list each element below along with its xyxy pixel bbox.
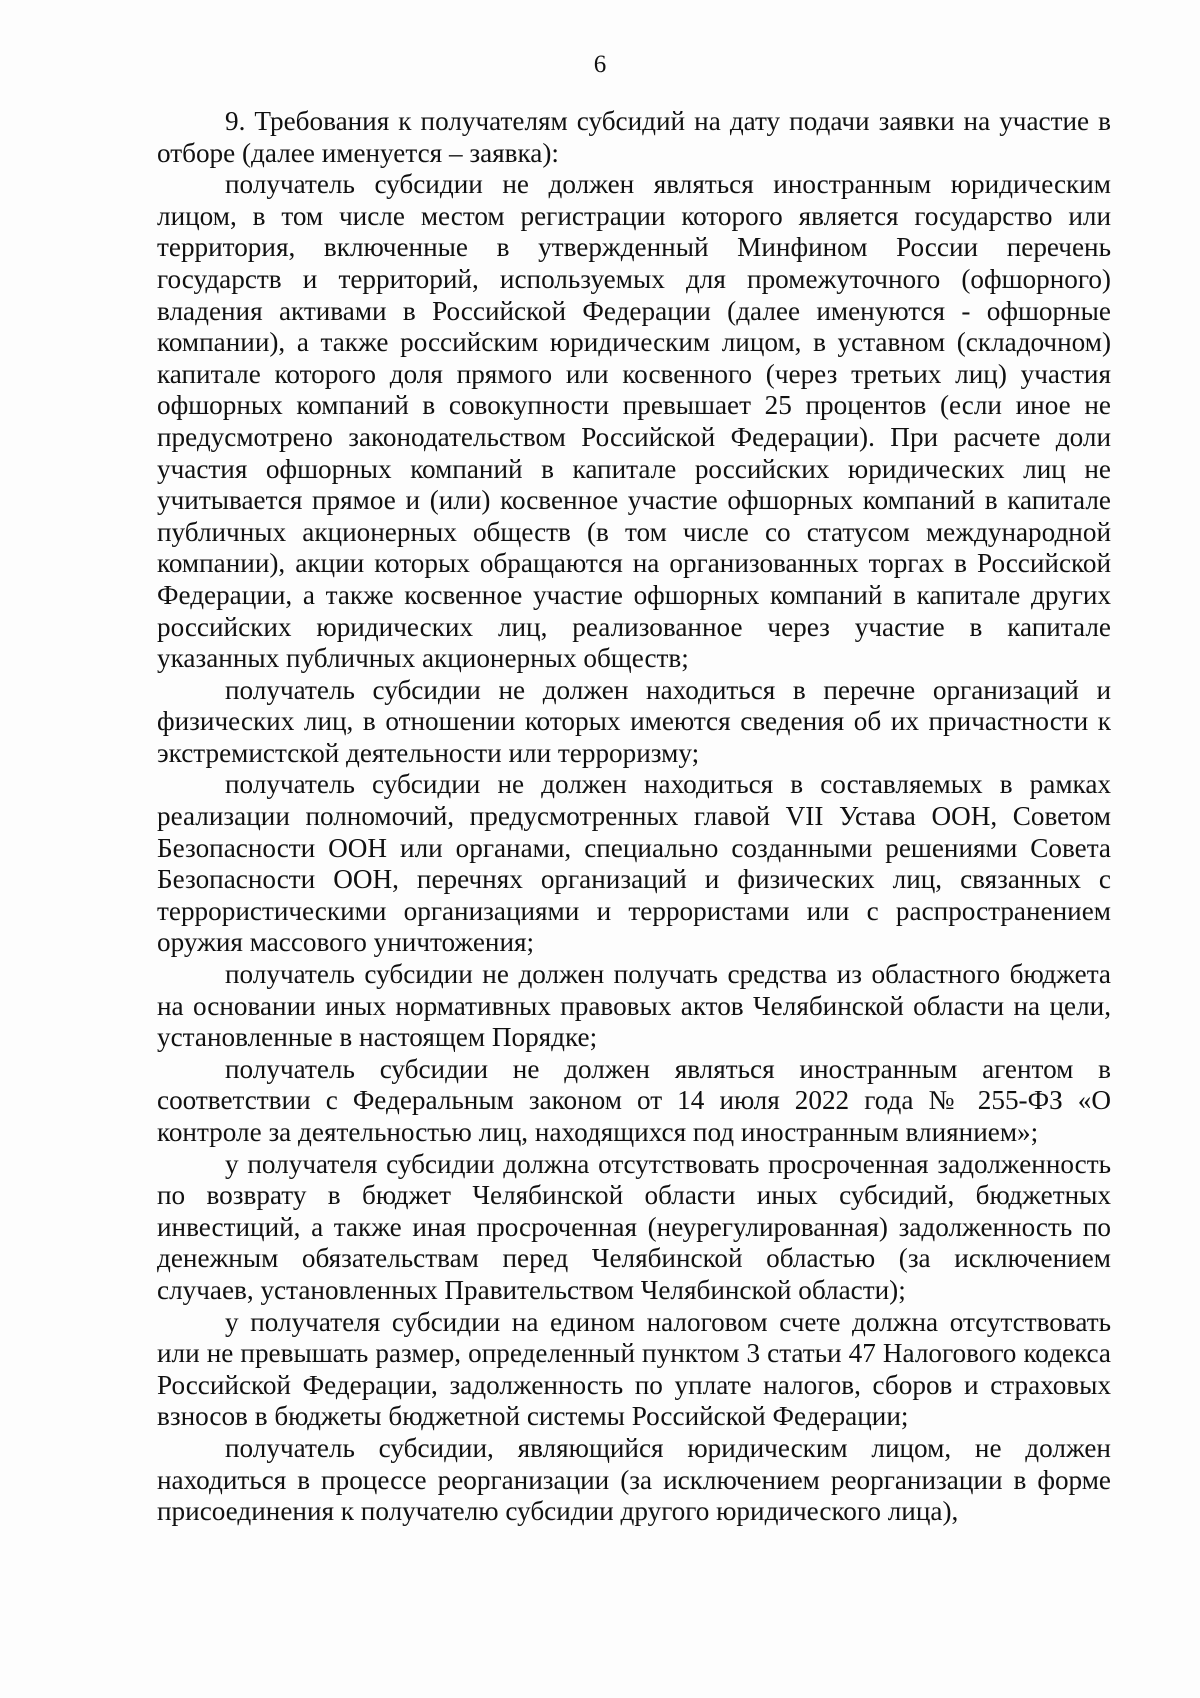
document-body [157, 106, 1111, 1528]
paragraph-reorganization: получатель субсидии, являющийся юридическим лицом, не должен находиться в процессе реорганизации (за исключением реорганизации в форме присоединения к получателю субсидии другого юридического лица), [157, 1432, 1111, 1527]
paragraph-requirements-heading: 9. Требования к получателям субсидий на дату подачи заявки на участие в отборе (далее именуется – заявка): [157, 106, 1111, 168]
paragraph-foreign-agent: получатель субсидии не должен являться иностранным агентом в соответствии с Федеральным законом от 14 июля 2022 года № 255-ФЗ «О контроле за деятельностью лиц, находящихся под иностранным влиянием»; [157, 1053, 1111, 1147]
paragraph-regional-budget-funds: получатель субсидии не должен получать средства из областного бюджета на основании иных нормативных правовых актов Челябинской области на цели, установленные в настоящем Порядке; [157, 959, 1111, 1053]
paragraph-overdue-debt: у получателя субсидии должна отсутствовать просроченная задолженность по возврату в бюджет Челябинской области иных субсидий, бюджетных инвестиций, а также иная просроченная (неурегулированная) задолженность по денежным обязательствам перед Челябинской областью (за исключением случаев, установленных Правительством Челябинской области); [157, 1148, 1111, 1305]
paragraph-tax-account-debt: у получателя субсидии на едином налоговом счете должна отсутствовать или не превышать размер, определенный пунктом 3 статьи 47 Налогового кодекса Российской Федерации, задолженность по уплате налогов, сборов и страховых взносов в бюджеты бюджетной системы Российской Федерации; [157, 1306, 1111, 1432]
page-number: 6 [593, 51, 607, 78]
paragraph-extremism-list: получатель субсидии не должен находиться в перечне организаций и физических лиц, в отношении которых имеются сведения об их причастности к экстремистской деятельности или терроризму; [157, 674, 1111, 768]
paragraph-offshore-companies: получатель субсидии не должен являться иностранным юридическим лицом, в том числе местом регистрации которого является государство или территория, включенные в утвержденный Минфином России перечень государств и территорий, используемых для промежуточного (офшорного) владения активами в Российской Федерации (далее именуются - офшорные компании), а также российским юридическим лицом, в уставном (складочном) капитале которого доля прямого или косвенного (через третьих лиц) участия офшорных компаний в совокупности превышает 25 процентов (если иное не предусмотрено законодательством Российской Федерации). При расчете доли участия офшорных компаний в капитале российских юридических лиц не учитывается прямое и (или) косвенное участие офшорных компаний в капитале публичных акционерных обществ (в том числе со статусом международной компании), акции которых обращаются на организованных торгах в Российской Федерации, а также косвенное участие офшорных компаний в капитале других российских юридических лиц, реализованное через участие в капитале указанных публичных акционерных обществ; [157, 169, 1111, 674]
paragraph-un-security-council-list: получатель субсидии не должен находиться в составляемых в рамках реализации полномочий, предусмотренных главой VII Устава ООН, Советом Безопасности ООН или органами, специально созданными решениями Совета Безопасности ООН, перечнях организаций и физических лиц, связанных с террористическими организациями и террористами или с распространением оружия массового уничтожения; [157, 769, 1111, 958]
